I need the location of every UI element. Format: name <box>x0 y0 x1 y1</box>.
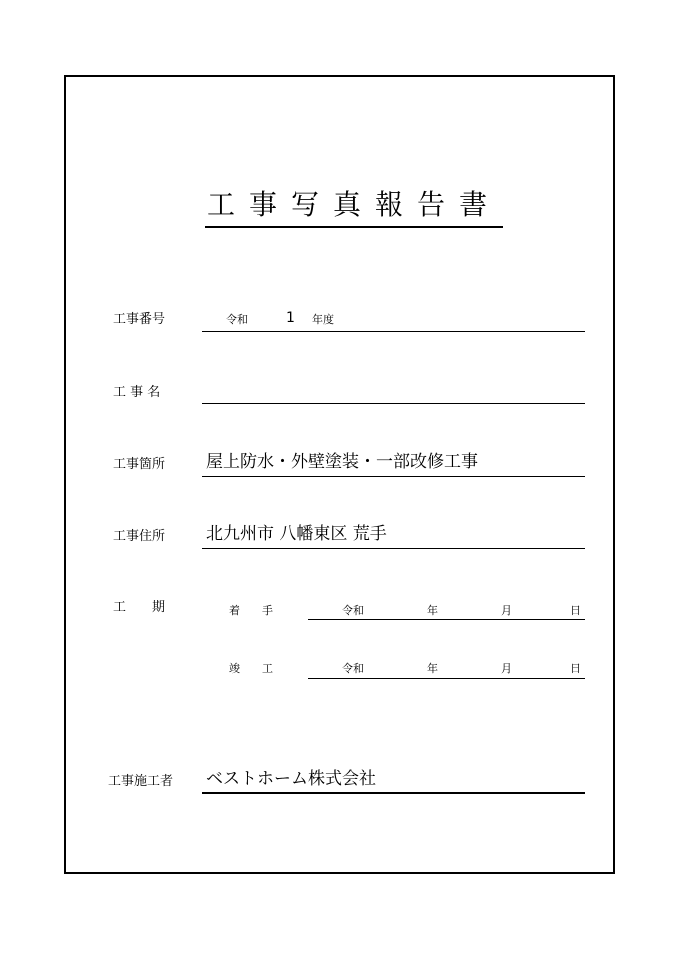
period-start-month-unit: 月 <box>501 604 512 617</box>
label-construction-period: 工 期 <box>113 600 166 615</box>
period-end-month-unit: 月 <box>501 662 512 675</box>
construction-number-year: 1 <box>286 310 295 326</box>
document-title: 工事写真報告書 <box>206 188 501 221</box>
construction-address-value: 北九州市 八幡東区 荒手 <box>206 524 387 544</box>
title-underline <box>205 226 503 228</box>
contractor-value: ベストホーム株式会社 <box>206 769 376 789</box>
construction-location-value: 屋上防水・外壁塗装・一部改修工事 <box>206 452 478 472</box>
period-end-day-unit: 日 <box>570 662 581 675</box>
period-start-era: 令和 <box>342 604 364 617</box>
period-end-era: 令和 <box>342 662 364 675</box>
period-start-line <box>308 619 585 620</box>
construction-number-suffix: 年度 <box>312 313 334 326</box>
construction-name-line <box>202 403 585 404</box>
construction-number-line <box>202 331 585 332</box>
construction-location-line <box>202 476 585 477</box>
label-contractor: 工事施工者 <box>108 774 174 789</box>
construction-number-era: 令和 <box>226 313 248 326</box>
label-construction-address: 工事住所 <box>113 529 166 544</box>
period-start-label: 着 手 <box>229 604 273 617</box>
period-end-label: 竣 工 <box>229 662 273 675</box>
period-end-line <box>308 678 585 679</box>
label-construction-name: 工 事 名 <box>113 385 161 400</box>
period-end-year-unit: 年 <box>427 662 438 675</box>
period-start-day-unit: 日 <box>570 604 581 617</box>
label-construction-location: 工事箇所 <box>113 457 166 472</box>
label-construction-number: 工事番号 <box>113 312 166 327</box>
period-start-year-unit: 年 <box>427 604 438 617</box>
contractor-line <box>202 792 585 794</box>
construction-address-line <box>202 548 585 549</box>
